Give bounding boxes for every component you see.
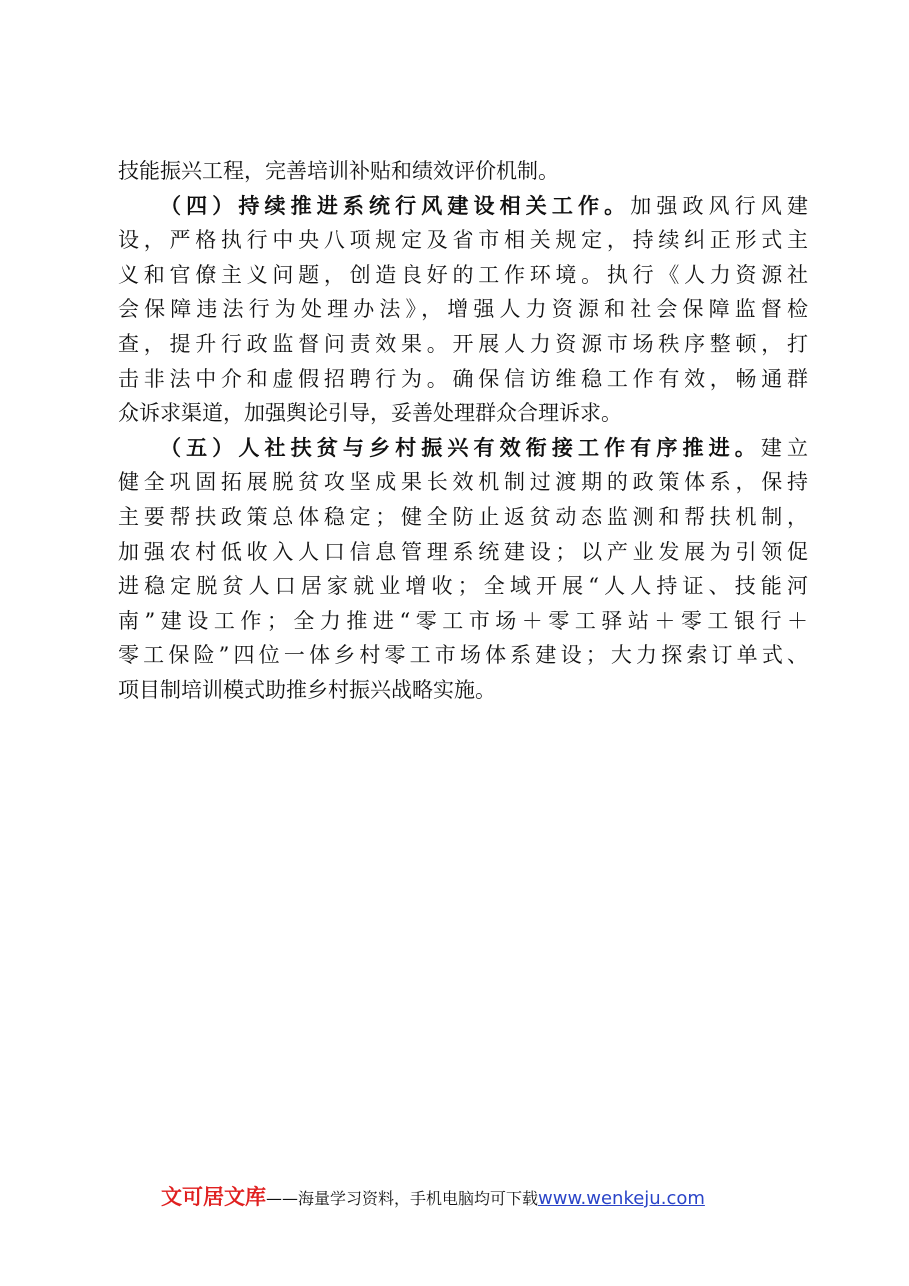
body-text-line: 义和官僚主义问题，创造良好的工作环境。执行《人力资源社 <box>118 262 808 287</box>
body-text-line: 加强农村低收入人口信息管理系统建设；以产业发展为引领促 <box>118 539 808 564</box>
body-text-line: 会保障违法行为处理办法》，增强人力资源和社会保障监督检 <box>118 297 808 322</box>
body-text-line: 击非法中介和虚假招聘行为。确保信访维稳工作有效，畅通群 <box>118 366 808 391</box>
body-text-line: 零工保险”四位一体乡村零工市场体系建设；大力探索订单式、 <box>118 643 808 668</box>
section-4-first-line <box>118 189 808 224</box>
body-text-span: 加强政风行风建 <box>630 193 808 218</box>
section-5-heading: （五）人社扶贫与乡村振兴有效衔接工作有序推进。 <box>160 434 761 460</box>
body-text-line: 主要帮扶政策总体稳定；健全防止返贫动态监测和帮扶机制， <box>118 504 808 529</box>
document-body <box>118 154 808 708</box>
footer-banner <box>161 1182 705 1212</box>
body-text-line: 查，提升行政监督问责效果。开展人力资源市场秩序整顿，打 <box>118 331 808 356</box>
footer-url-link[interactable]: www.wenkeju.com <box>538 1188 705 1209</box>
body-text-line: 南”建设工作；全力推进“零工市场＋零工驿站＋零工银行＋ <box>118 608 808 633</box>
section-4-heading: （四）持续推进系统行风建设相关工作。 <box>160 192 631 218</box>
body-text-line: 众诉求渠道，加强舆论引导，妥善处理群众合理诉求。 <box>118 401 622 426</box>
body-text-line: 设，严格执行中央八项规定及省市相关规定，持续纠正形式主 <box>118 228 808 253</box>
body-text-line: 项目制培训模式助推乡村振兴战略实施。 <box>118 677 496 702</box>
section-5-first-line <box>118 431 808 466</box>
body-text-span: 建立 <box>760 435 808 460</box>
footer-brand: 文可居文库 <box>161 1185 266 1209</box>
body-text-line: 进稳定脱贫人口居家就业增收；全域开展“人人持证、技能河 <box>118 574 808 599</box>
body-text-line: 技能振兴工程，完善培训补贴和绩效评价机制。 <box>118 159 559 183</box>
footer-tagline: ——海量学习资料，手机电脑均可下载 <box>266 1189 539 1208</box>
body-text-line: 健全巩固拓展脱贫攻坚成果长效机制过渡期的政策体系，保持 <box>118 470 808 495</box>
